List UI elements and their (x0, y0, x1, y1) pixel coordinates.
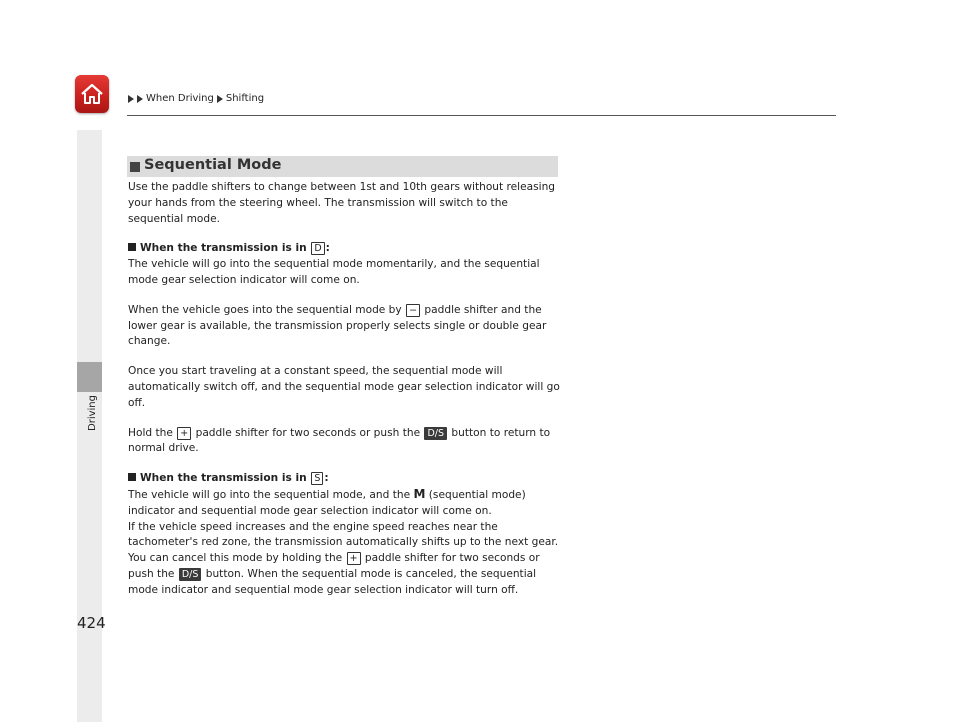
d-mode-heading: When the transmission is in D : (128, 241, 560, 257)
breadcrumb-arrow-icon (128, 95, 134, 103)
plus-paddle-icon: + (347, 552, 361, 565)
breadcrumb-arrow-icon (137, 95, 143, 103)
s-mode-paragraph-1: The vehicle will go into the sequential mode, and the M (sequential mode) indicator and sequential mode gear selection indicator will come on. (128, 486, 526, 517)
m-indicator-icon: M (413, 486, 426, 501)
s-key-icon: S (311, 472, 323, 485)
s-mode-heading: When the transmission is in S : (128, 471, 560, 487)
ds-button-icon: D/S (424, 427, 447, 440)
plus-paddle-icon: + (177, 427, 191, 440)
s-mode-paragraph-3: You can cancel this mode by holding the + paddle shifter for two seconds or push the D/S button. When the sequential mode is canceled, the sequential mode indicator and sequential mode gear selection indicator will turn off. (128, 552, 540, 596)
breadcrumb-item[interactable]: When Driving (146, 93, 214, 104)
d-mode-paragraph-1: The vehicle will go into the sequential mode momentarily, and the sequential mode gear selection indicator will come on. (128, 258, 540, 286)
square-bullet-icon (130, 162, 140, 172)
breadcrumb-item[interactable]: Shifting (225, 93, 265, 104)
page-number: 424 (77, 614, 106, 632)
s-mode-paragraph-2: If the vehicle speed increases and the engine speed reaches near the tachometer's red zone, the transmission automatically shifts up to the next gear. (128, 520, 559, 549)
ds-button-icon: D/S (179, 568, 202, 581)
home-button[interactable] (75, 75, 109, 113)
breadcrumb (128, 93, 264, 104)
section-body (128, 180, 560, 599)
d-key-icon: D (311, 242, 324, 255)
d-mode-paragraph-2: When the vehicle goes into the sequential mode by − paddle shifter and the lower gear is available, the transmission properly selects single or double gear change. (128, 303, 547, 348)
home-icon (80, 82, 104, 106)
square-bullet-icon (128, 243, 136, 251)
breadcrumb-arrow-icon (217, 95, 223, 103)
section-title: Sequential Mode (144, 157, 282, 173)
intro-paragraph: Use the paddle shifters to change between 1st and 10th gears without releasing your hands from the steering wheel. The transmission will switch to the sequential mode. (128, 181, 556, 225)
d-mode-paragraph-4: Hold the + paddle shifter for two seconds or push the D/S button to return to normal drive. (128, 426, 551, 455)
d-mode-paragraph-3: Once you start traveling at a constant speed, the sequential mode will automatically switch off, and the sequential mode gear selection indicator will go off. (128, 365, 560, 409)
minus-paddle-icon: − (406, 304, 420, 317)
section-heading (127, 156, 558, 177)
header-divider (127, 115, 836, 116)
square-bullet-icon (128, 473, 136, 481)
sidebar-section-marker (77, 362, 102, 392)
sidebar-section-label[interactable]: Driving (87, 395, 98, 431)
